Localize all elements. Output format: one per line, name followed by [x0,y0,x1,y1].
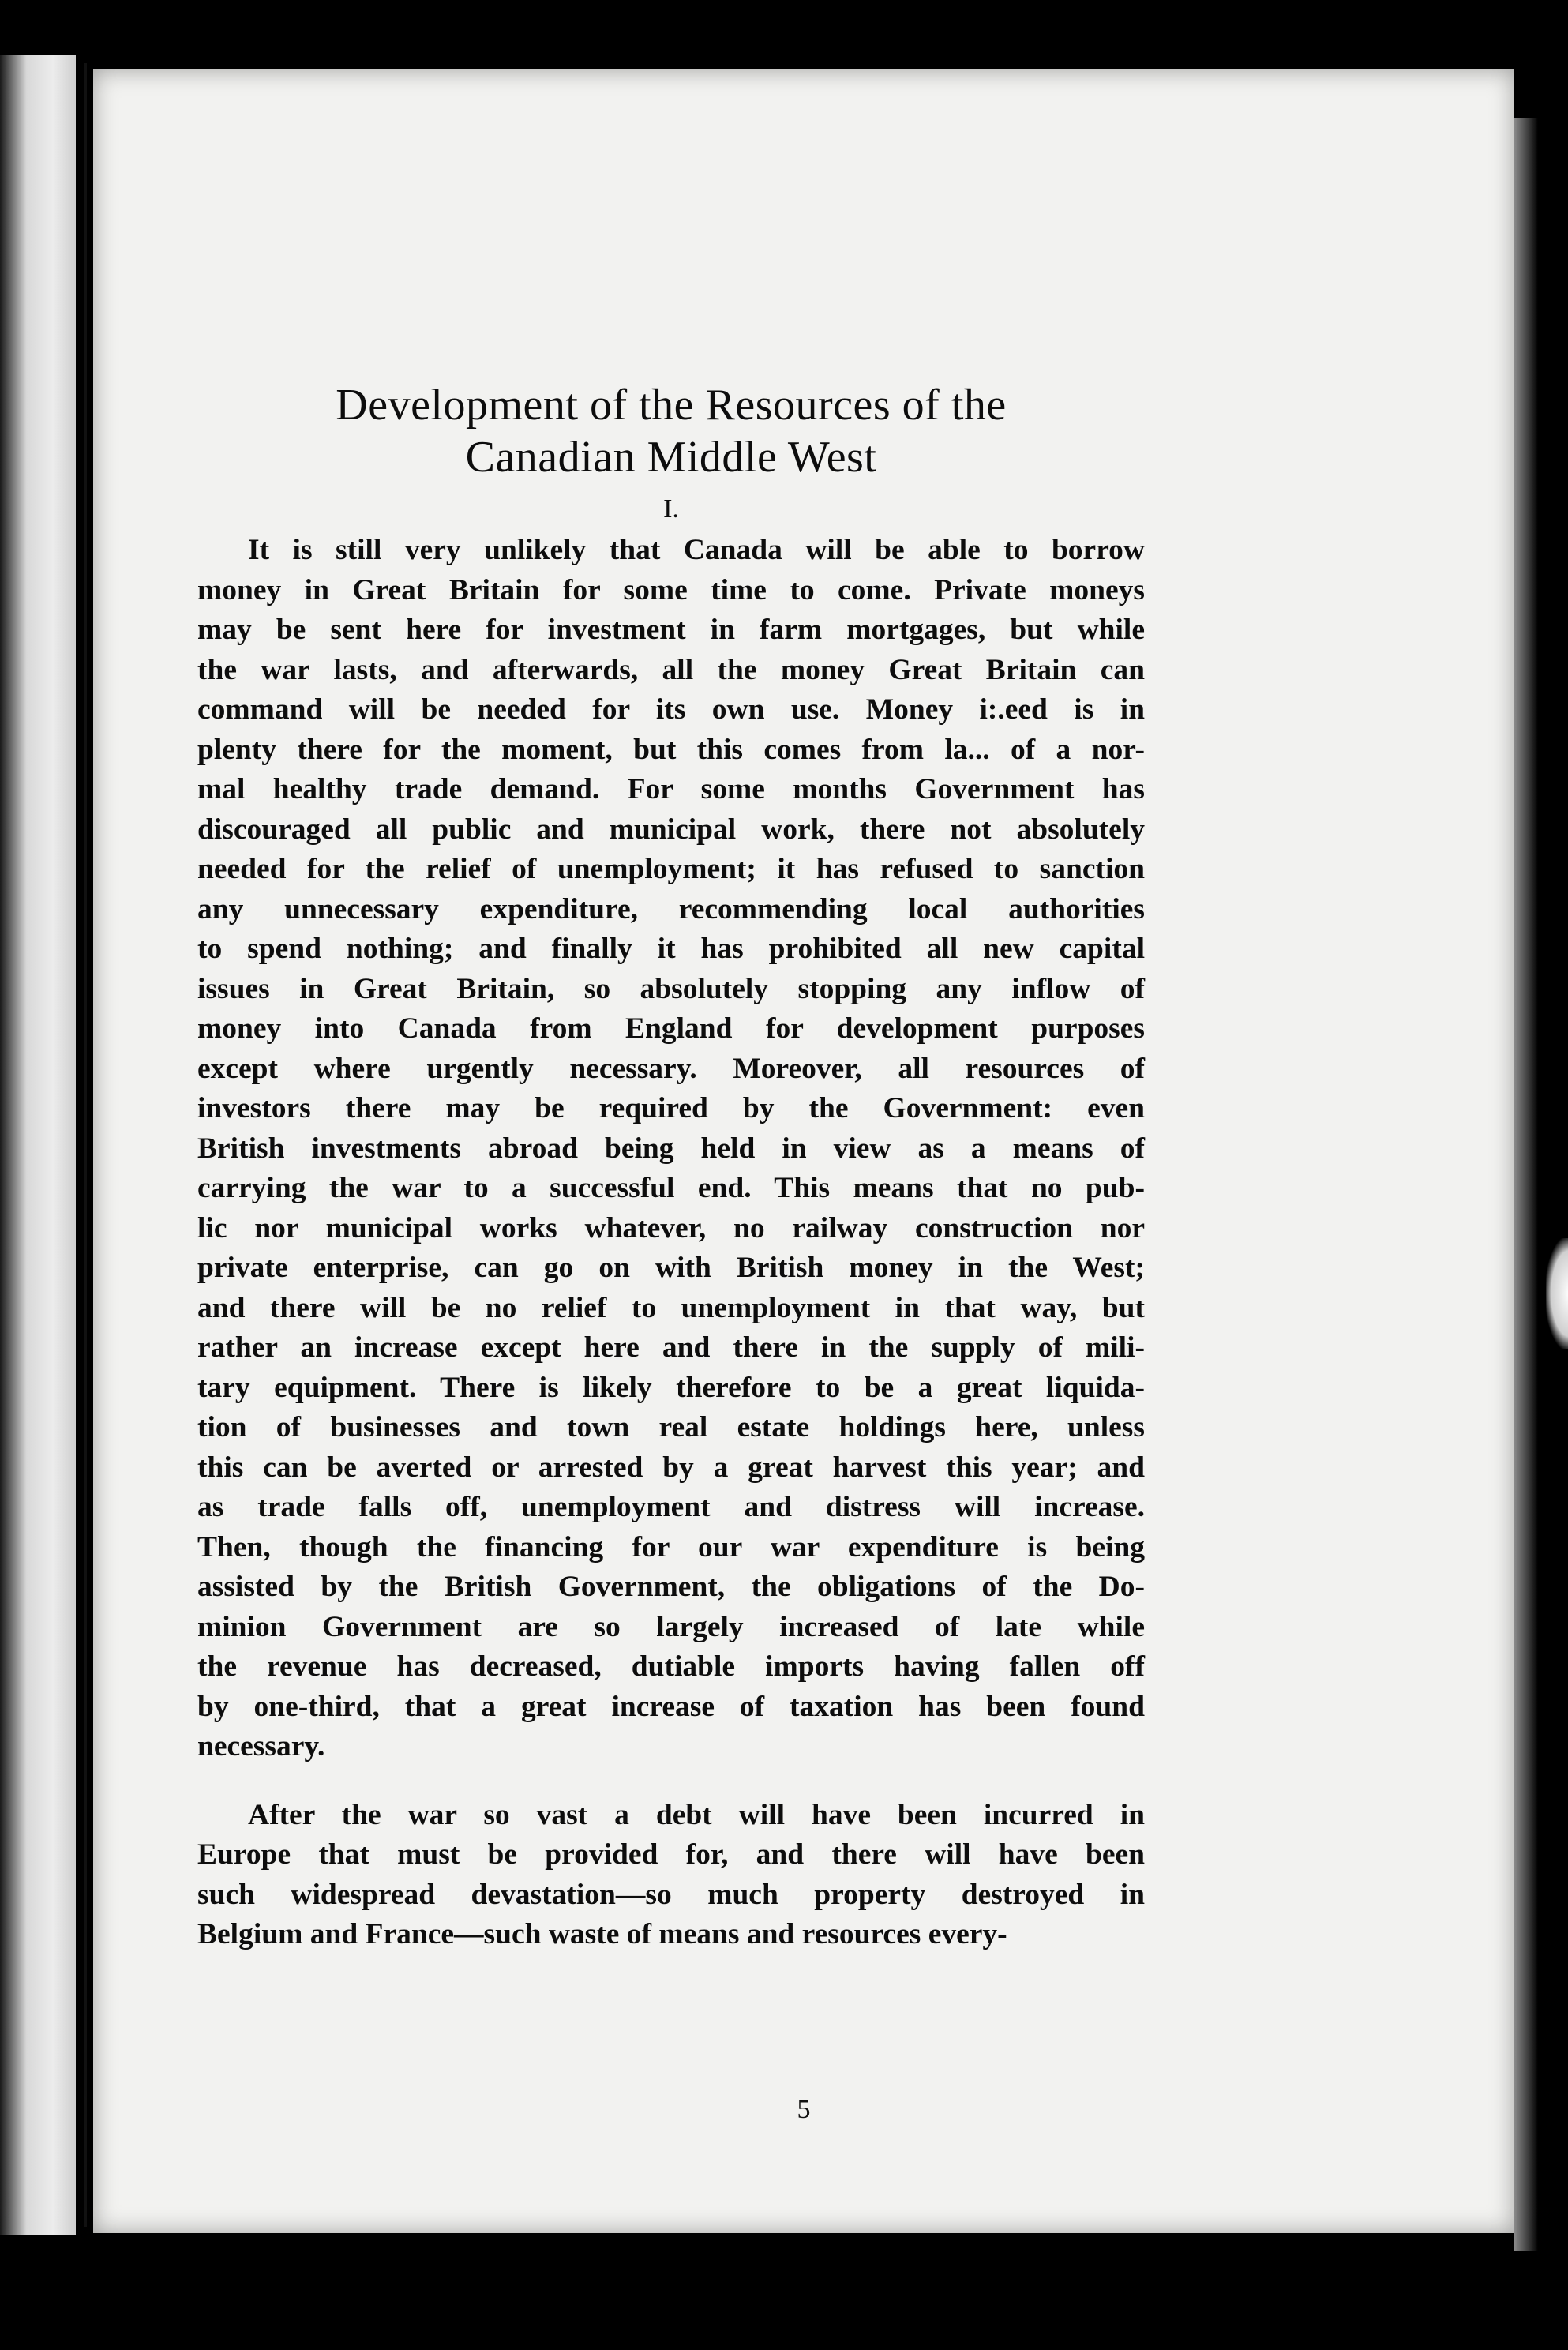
text-line: tion of businesses and town real estate holdings here, unless [197,1411,1145,1443]
body-paragraph-1 [197,531,1145,1767]
text-line: minion Government are so largely increased of late while [197,1610,1145,1643]
text-line: by one-third, that a great increase of taxation has been found [197,1690,1145,1723]
text-line: such widespread devastation—so much property destroyed in [197,1878,1145,1911]
paper-damage-mark [1546,1238,1568,1349]
text-line: assisted by the British Government, the obligations of the Do- [197,1571,1145,1603]
text-line: to spend nothing; and finally it has prohibited all new capital [197,933,1145,965]
body-paragraph-2 [197,1796,1145,1955]
text-line: discouraged all public and municipal work, there not absolutely [197,813,1145,846]
text-line: private enterprise, can go on with British money in the West; [197,1252,1145,1284]
text-line: issues in Great Britain, so absolutely stopping any inflow of [197,972,1145,1005]
text-line: needed for the relief of unemployment; it has refused to sanction [197,853,1145,885]
text-line: plenty there for the moment, but this comes from la... of a nor- [197,733,1145,766]
text-line: may be sent here for investment in farm mortgages, but while [197,614,1145,646]
text-line: carrying the war to a successful end. This means that no pub- [197,1172,1145,1204]
page-number: 5 [797,2095,811,2124]
text-line: British investments abroad being held in view as a means of [197,1132,1145,1165]
book-gutter [84,63,87,2227]
text-line: and there will be no relief to unemployment in that way, but [197,1291,1145,1324]
text-line: any unnecessary expenditure, recommending local authorities [197,892,1145,925]
text-line: tary equipment. There is likely therefore to be a great liquida- [197,1371,1145,1404]
book-cover-edge [1514,118,1538,2251]
facing-page-edge [0,55,76,2235]
text-line: command will be needed for its own use. Money i:.eed is in [197,693,1145,726]
chapter-title-line-2: Canadian Middle West [465,433,877,482]
text-line: investors there may be required by the Government: even [197,1092,1145,1124]
text-line: Then, though the financing for our war expenditure is being [197,1530,1145,1564]
chapter-title [197,379,1145,483]
text-line: except where urgently necessary. Moreover, all resources of [197,1052,1145,1085]
paragraph-spacer [197,1767,1145,1796]
page-content [197,379,1145,1955]
text-line: this can be averted or arrested by a great harvest this year; and [197,1451,1145,1484]
text-line: necessary. [197,1730,325,1762]
chapter-title-line-1: Development of the Resources of the [336,381,1007,430]
text-line: the war lasts, and afterwards, all the money Great Britain can [197,653,1145,686]
book-page [93,69,1514,2233]
section-number: I. [663,494,679,524]
text-line: the revenue has decreased, dutiable imports having fallen off [197,1650,1145,1683]
text-line: money into Canada from England for development purposes [197,1012,1145,1045]
text-line: money in Great Britain for some time to come. Private moneys [197,573,1145,606]
text-line: rather an increase except here and there in the supply of mili- [197,1331,1145,1364]
text-line: lic nor municipal works whatever, no railway construction nor [197,1211,1145,1244]
text-line: Europe that must be provided for, and there will have been [197,1838,1145,1871]
text-line: Belgium and France—such waste of means and resources every- [197,1918,1007,1950]
text-line: It is still very unlikely that Canada will be able to borrow [248,534,1145,566]
text-line: as trade falls off, unemployment and distress will increase. [197,1491,1145,1523]
text-line: After the war so vast a debt will have been incurred in [248,1798,1145,1831]
text-line: mal healthy trade demand. For some months Government has [197,773,1145,805]
